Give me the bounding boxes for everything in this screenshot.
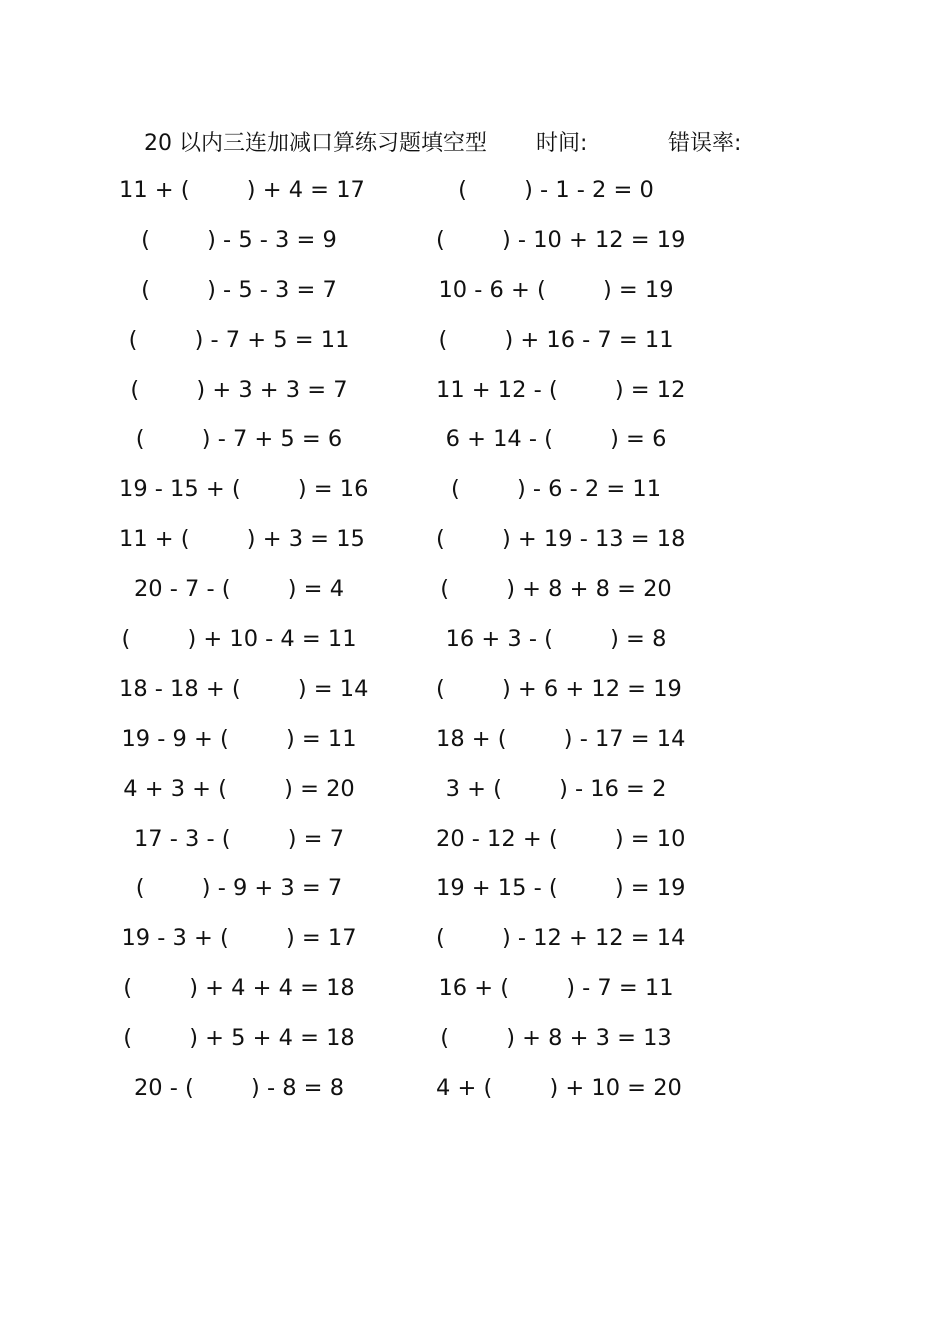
problem-right-6: 6 + 14 - ( ) = 6: [445, 426, 667, 453]
problem-left-10: ( ) + 10 - 4 = 11: [121, 626, 357, 653]
problem-left-11: 18 - 18 + ( ) = 14: [119, 675, 369, 702]
problem-right-2: ( ) - 10 + 12 = 19: [436, 226, 686, 253]
worksheet-header: [144, 124, 784, 164]
problem-right-8: ( ) + 19 - 13 = 18: [436, 526, 686, 553]
worksheet-title: 20 以内三连加减口算练习题填空型: [144, 131, 487, 156]
problem-right-11: ( ) + 6 + 12 = 19: [436, 675, 682, 702]
problem-left-18: ( ) + 5 + 4 = 18: [123, 1025, 355, 1052]
problem-left-14: 17 - 3 - ( ) = 7: [133, 825, 345, 852]
problem-left-16: 19 - 3 + ( ) = 17: [121, 925, 357, 952]
problem-left-9: 20 - 7 - ( ) = 4: [133, 576, 345, 603]
problem-right-17: 16 + ( ) - 7 = 11: [438, 975, 674, 1002]
problem-left-15: ( ) - 9 + 3 = 7: [135, 875, 343, 902]
problem-left-7: 19 - 15 + ( ) = 16: [119, 476, 369, 503]
problem-right-7: ( ) - 6 - 2 = 11: [450, 476, 662, 503]
right-problem-column: [436, 166, 686, 1114]
problem-right-3: 10 - 6 + ( ) = 19: [438, 276, 674, 303]
problem-right-12: 18 + ( ) - 17 = 14: [436, 725, 686, 752]
problem-right-19: 4 + ( ) + 10 = 20: [436, 1075, 682, 1102]
problem-left-12: 19 - 9 + ( ) = 11: [121, 725, 357, 752]
problem-right-14: 20 - 12 + ( ) = 10: [436, 825, 686, 852]
problem-right-13: 3 + ( ) - 16 = 2: [445, 775, 667, 802]
problem-right-4: ( ) + 16 - 7 = 11: [438, 326, 674, 353]
time-label: 时间:: [536, 131, 588, 156]
problem-right-9: ( ) + 8 + 8 = 20: [440, 576, 672, 603]
problem-left-13: 4 + 3 + ( ) = 20: [123, 775, 355, 802]
problem-left-4: ( ) - 7 + 5 = 11: [128, 326, 350, 353]
problem-left-2: ( ) - 5 - 3 = 9: [141, 226, 337, 253]
error-rate-label: 错误率:: [668, 131, 742, 156]
left-problem-column: [119, 166, 369, 1114]
problem-left-5: ( ) + 3 + 3 = 7: [130, 376, 348, 403]
problem-left-19: 20 - ( ) - 8 = 8: [133, 1075, 345, 1102]
problem-right-16: ( ) - 12 + 12 = 14: [436, 925, 686, 952]
problem-right-15: 19 + 15 - ( ) = 19: [436, 875, 686, 902]
problem-left-17: ( ) + 4 + 4 = 18: [123, 975, 355, 1002]
problem-left-1: 11 + ( ) + 4 = 17: [119, 177, 365, 203]
problem-right-18: ( ) + 8 + 3 = 13: [440, 1025, 672, 1052]
problem-right-10: 16 + 3 - ( ) = 8: [445, 626, 667, 653]
problem-right-1: ( ) - 1 - 2 = 0: [458, 177, 654, 203]
problem-left-3: ( ) - 5 - 3 = 7: [141, 276, 337, 303]
problem-left-8: 11 + ( ) + 3 = 15: [119, 526, 365, 553]
problem-left-6: ( ) - 7 + 5 = 6: [135, 426, 343, 453]
problem-right-5: 11 + 12 - ( ) = 12: [436, 376, 686, 403]
